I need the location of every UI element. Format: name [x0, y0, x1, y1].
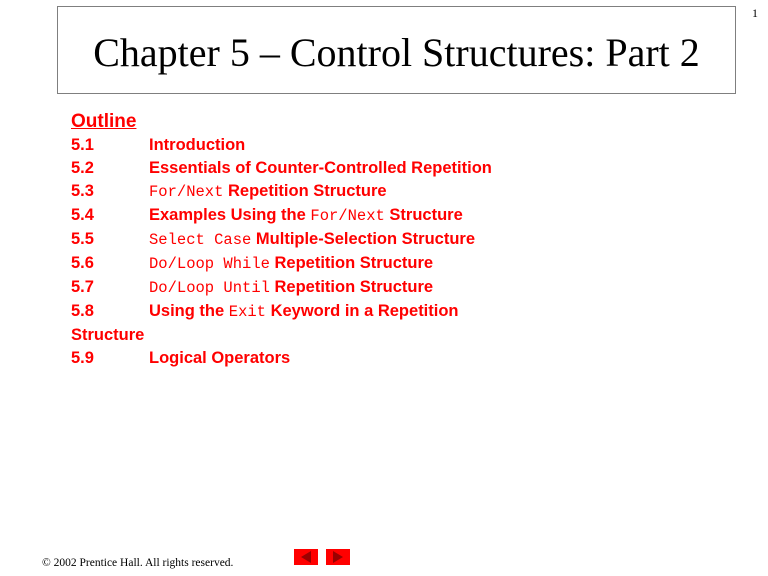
- outline-item-label: Examples Using the For/Next Structure: [149, 206, 463, 225]
- outline-item-label: Select Case Multiple-Selection Structure: [149, 230, 476, 249]
- outline-item-label: For/Next Repetition Structure: [149, 182, 387, 201]
- arrow-left-icon: [301, 551, 311, 563]
- outline-item-number: 5.6: [71, 254, 94, 272]
- previous-slide-button[interactable]: [294, 549, 318, 565]
- outline-item: [71, 276, 492, 300]
- outline-item-label: Using the Exit Keyword in a Repetition: [149, 302, 459, 321]
- arrow-right-icon: [333, 551, 343, 563]
- page-number: 1: [752, 6, 758, 20]
- outline-item: [71, 157, 492, 180]
- outline-item-number: 5.7: [71, 278, 94, 296]
- outline-item: [71, 300, 492, 324]
- outline-item-label: Do/Loop While Repetition Structure: [149, 254, 434, 273]
- outline-item: [71, 134, 492, 157]
- outline-item: [71, 204, 492, 228]
- outline-heading: Outline: [71, 111, 137, 132]
- outline-item: [71, 228, 492, 252]
- outline-item-number: 5.2: [71, 159, 94, 177]
- outline-item-number: 5.1: [71, 136, 94, 154]
- slide-title: Chapter 5 – Control Structures: Part 2: [93, 29, 700, 75]
- outline-item-label: Logical Operators: [149, 349, 291, 367]
- outline-item: [71, 347, 492, 370]
- outline-item-wrap: Structure: [71, 326, 145, 344]
- outline-item-number: 5.5: [71, 230, 94, 248]
- outline-item: [71, 252, 492, 276]
- outline-item-label: Do/Loop Until Repetition Structure: [149, 278, 434, 297]
- outline-item: [71, 180, 492, 204]
- next-slide-button[interactable]: [326, 549, 350, 565]
- title-box: [57, 6, 736, 94]
- outline-item-number: 5.8: [71, 302, 94, 320]
- outline-item-label: Introduction: [149, 136, 246, 154]
- outline-item-number: 5.4: [71, 206, 94, 224]
- outline-item-label: Essentials of Counter-Controlled Repetition: [149, 159, 492, 177]
- copyright-text: © 2002 Prentice Hall. All rights reserved.: [42, 557, 234, 569]
- outline: [71, 110, 492, 370]
- outline-list: [71, 134, 492, 370]
- outline-item-number: 5.9: [71, 349, 94, 367]
- outline-item-number: 5.3: [71, 182, 94, 200]
